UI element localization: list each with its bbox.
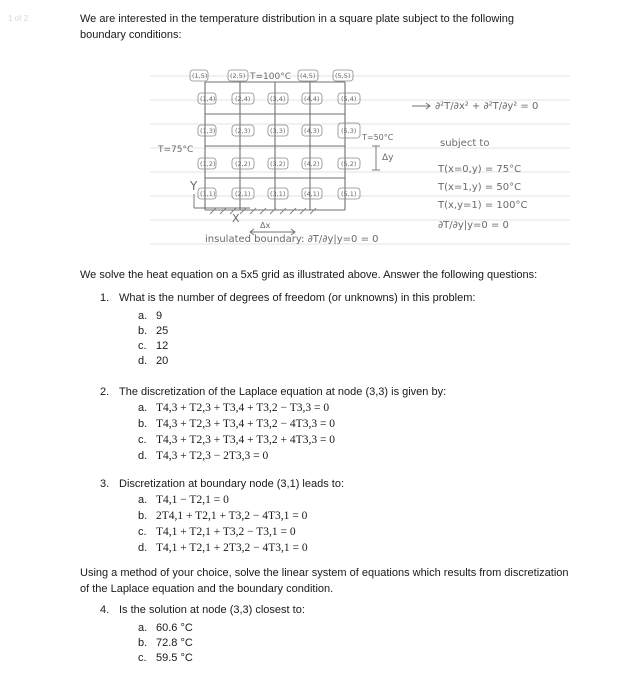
node-label: (4,5) (300, 72, 316, 80)
node-label: (3,2) (270, 160, 286, 168)
subject-to: subject to (440, 138, 490, 149)
node-label: (5,4) (341, 95, 357, 103)
q4-option-c: c. 59.5 °C (138, 652, 193, 664)
q1-option-a: a. 9 (138, 310, 163, 322)
q4-option-a: a. 60.6 °C (138, 622, 193, 634)
question-3-text: Discretization at boundary node (3,1) leads to: (119, 478, 345, 490)
question-4-text: Is the solution at node (3,3) closest to: (119, 604, 305, 616)
node-label: (5,2) (341, 160, 357, 168)
q3-option-b: b. 2T4,1 + T2,1 + T3,2 − 4T3,1 = 0 (138, 510, 308, 522)
q1-option-b: b. 25 (138, 325, 169, 337)
node-label: (4,4) (304, 95, 320, 103)
q2-option-a: a. T4,3 + T2,3 + T3,4 + T3,2 − T3,3 = 0 (138, 402, 330, 414)
q1-option-c: c. 12 (138, 340, 169, 352)
intro-text: We are interested in the temperature distribution in a square plate subject to the following boundary conditions: (80, 13, 514, 41)
node-label: (1,1) (200, 190, 216, 198)
left-boundary-label: T=75°C (158, 145, 194, 155)
top-boundary-label: T=100°C (250, 72, 292, 82)
x-axis-label: X (232, 212, 240, 225)
node-label: (2,4) (235, 95, 251, 103)
node-label: (5,1) (341, 190, 357, 198)
bc-bottom: ∂T/∂y|y=0 = 0 (438, 220, 509, 231)
instruction-text: We solve the heat equation on a 5x5 grid as illustrated above. Answer the following questions: (80, 269, 538, 281)
method-instruction: Using a method of your choice, solve the linear system of equations which results from discretization of the Laplace equation and the boundary condition. (80, 567, 569, 595)
question-2-text: The discretization of the Laplace equation at node (3,3) is given by: (119, 386, 447, 398)
page-label: 1 of 2 (8, 14, 29, 23)
node-label: (1,4) (200, 95, 216, 103)
y-axis-label: Y (190, 179, 198, 193)
right-boundary-label: T=50°C (362, 133, 394, 142)
bc-right: T(x=1,y) = 50°C (438, 182, 522, 193)
node-label: (2,3) (235, 127, 251, 135)
q3-option-a: a. T4,1 − T2,1 = 0 (138, 494, 229, 506)
node-label: (3,4) (270, 95, 286, 103)
q2-option-b: b. T4,3 + T2,3 + T3,4 + T3,2 − 4T3,3 = 0 (138, 418, 336, 430)
node-label: (4,3) (304, 127, 320, 135)
node-label: (4,2) (304, 160, 320, 168)
node-label: (3,1) (270, 190, 286, 198)
bc-top: T(x,y=1) = 100°C (438, 200, 528, 211)
node-label: (3,3) (270, 127, 286, 135)
node-label: (1,5) (192, 72, 208, 80)
bc-left: T(x=0,y) = 75°C (438, 164, 522, 175)
question-3-number: 3. (100, 478, 110, 490)
q2-option-c: c. T4,3 + T2,3 + T3,4 + T3,2 + 4T3,3 = 0 (138, 434, 336, 446)
bottom-boundary-note: insulated boundary: ∂T/∂y|y=0 = 0 (205, 234, 379, 245)
q3-option-d: d. T4,1 + T2,1 + 2T3,2 − 4T3,1 = 0 (138, 542, 308, 554)
dx-label: Δx (260, 221, 271, 230)
q4-option-b: b. 72.8 °C (138, 637, 193, 649)
node-label: (2,1) (235, 190, 251, 198)
node-label: (5,5) (335, 72, 351, 80)
node-label: (5,3) (341, 127, 357, 135)
node-label: (1,3) (200, 127, 216, 135)
q1-option-d: d. 20 (138, 355, 169, 367)
q2-option-d: d. T4,3 + T2,3 − 2T3,3 = 0 (138, 450, 269, 462)
question-1-text: What is the number of degrees of freedom (or unknowns) in this problem: (119, 292, 476, 304)
question-2-number: 2. (100, 386, 110, 398)
node-label: (2,2) (235, 160, 251, 168)
question-1-number: 1. (100, 292, 110, 304)
question-4-number: 4. (100, 604, 110, 616)
laplace-equation: ∂²T/∂x² + ∂²T/∂y² = 0 (435, 101, 539, 112)
node-label: (2,5) (230, 72, 246, 80)
grid-figure (150, 62, 570, 262)
dy-label: Δy (382, 153, 394, 163)
node-label: (1,2) (200, 160, 216, 168)
q3-option-c: c. T4,1 + T2,1 + T3,2 − T3,1 = 0 (138, 526, 296, 538)
node-label: (4,1) (304, 190, 320, 198)
